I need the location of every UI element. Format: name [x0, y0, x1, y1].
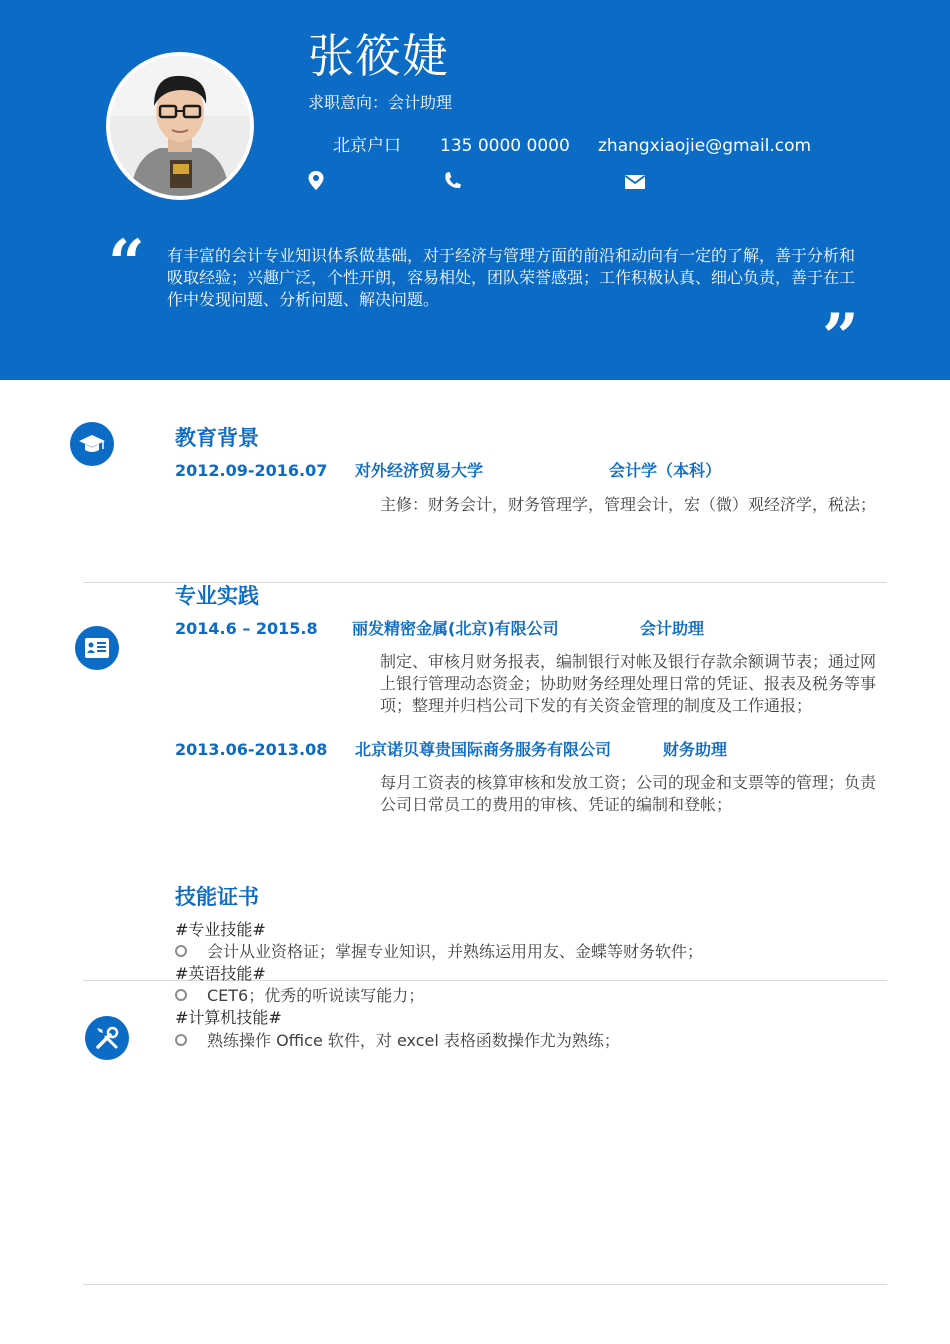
phone-text: 135 0000 0000	[440, 136, 570, 156]
experience-company: 丽发精密金属(北京)有限公司	[352, 619, 559, 638]
skill-item	[175, 1030, 620, 1052]
job-intent: 求职意向：会计助理	[308, 93, 453, 112]
experience-role: 财务助理	[663, 740, 728, 759]
skill-heading: #英语技能#	[175, 964, 266, 983]
experience-company: 北京诺贝尊贵国际商务服务有限公司	[355, 740, 612, 759]
skill-item	[175, 985, 424, 1007]
bullet-circle-icon	[175, 945, 187, 957]
location-pin-icon	[306, 170, 326, 192]
experience-period: 2013.06-2013.08	[175, 740, 328, 759]
quote-open-icon: “	[108, 226, 145, 301]
experience-description: 制定、审核月财务报表，编制银行对帐及银行存款余额调节表；通过网上银行管理动态资金；协助财务经理处理日常的凭证、报表及税务等事项；整理并归档公司下发的有关资金管理的制度及工作通报；	[380, 652, 877, 715]
skill-heading: #专业技能#	[175, 920, 266, 939]
experience-description: 每月工资表的核算审核和发放工资；公司的现金和支票等的管理；负责公司日常员工的费用的审核、凭证的编制和登帐；	[380, 773, 877, 814]
phone-icon	[442, 170, 462, 192]
education-major: 会计学（本科）	[609, 461, 722, 480]
self-summary: 有丰富的会计专业知识体系做基础，对于经济与管理方面的前沿和动向有一定的了解，善于分析和吸取经验；兴趣广泛，个性开朗，容易相处，团队荣誉感强；工作积极认真、细心负责，善于在工作中发现问题、分析问题、解决问题。	[167, 246, 856, 309]
avatar-photo	[110, 56, 250, 196]
quote-close-icon: ”	[822, 300, 859, 375]
avatar	[106, 52, 254, 200]
graduation-cap-icon	[70, 422, 114, 466]
section-title-skills: 技能证书	[175, 885, 259, 909]
skill-text: 熟练操作 Office 软件，对 excel 表格函数操作尤为熟练；	[207, 1031, 620, 1050]
bullet-circle-icon	[175, 989, 187, 1001]
bullet-circle-icon	[175, 1034, 187, 1046]
education-courses: 主修：财务会计，财务管理学，管理会计，宏（微）观经济学，税法；	[380, 495, 877, 514]
section-divider	[83, 1284, 887, 1285]
experience-role: 会计助理	[640, 619, 705, 638]
wrench-screwdriver-icon	[85, 1016, 129, 1060]
education-school: 对外经济贸易大学	[355, 461, 484, 480]
experience-period: 2014.6 – 2015.8	[175, 619, 318, 638]
skill-heading: #计算机技能#	[175, 1008, 282, 1027]
section-title-experience: 专业实践	[175, 584, 259, 608]
resume-list-icon	[75, 626, 119, 670]
location-text: 北京户口	[333, 136, 401, 156]
resume-header	[0, 0, 950, 380]
email-text[interactable]: zhangxiaojie@gmail.com	[598, 136, 812, 156]
section-title-education: 教育背景	[175, 426, 259, 450]
skill-item	[175, 941, 703, 963]
skill-text: CET6；优秀的听说读写能力；	[207, 986, 425, 1005]
envelope-icon	[624, 170, 644, 192]
candidate-name: 张筱婕	[308, 29, 449, 83]
education-period: 2012.09-2016.07	[175, 461, 328, 480]
skill-text: 会计从业资格证；掌握专业知识，并熟练运用用友、金蝶等财务软件；	[207, 942, 704, 961]
